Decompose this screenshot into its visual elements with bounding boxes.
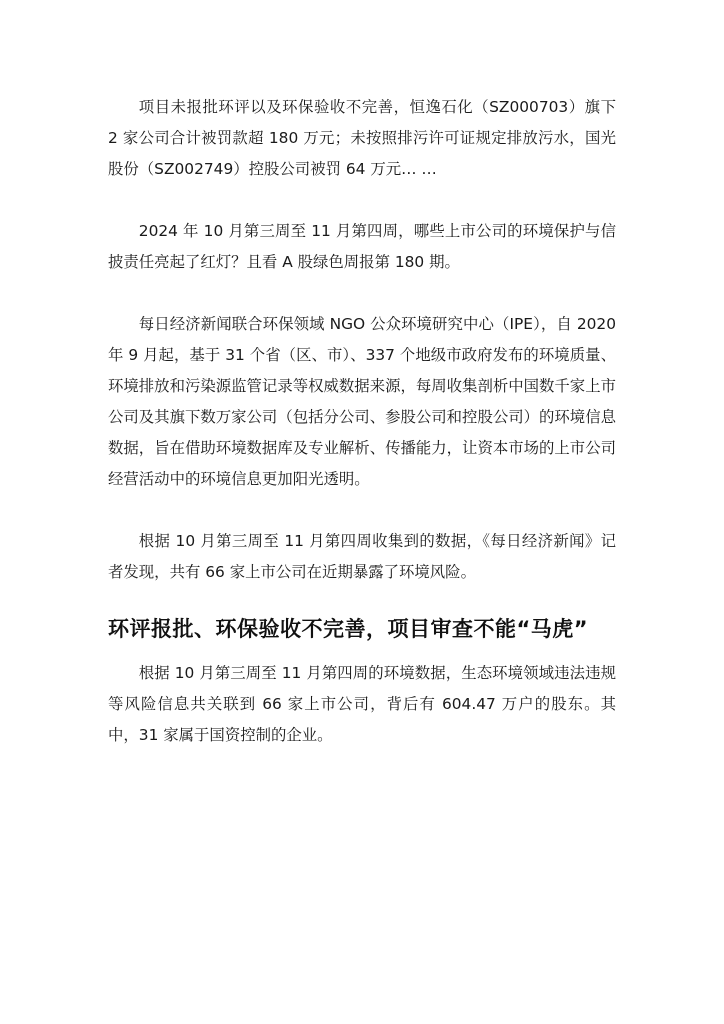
paragraph-intro: 2024 年 10 月第三周至 11 月第四周，哪些上市公司的环境保护与信披责任亮起了红灯？且看 A 股绿色周报第 180 期。 — [108, 222, 616, 271]
spacer — [108, 278, 616, 309]
paragraph-summary: 根据 10 月第三周至 11 月第四周的环境数据，生态环境领域违法违规等风险信息共关联到 66 家上市公司，背后有 604.47 万户的股东。其中，31 家属于国资控制的企业。 — [108, 664, 616, 744]
paragraph-findings: 根据 10 月第三周至 11 月第四周收集到的数据，《每日经济新闻》记者发现，共有 66 家上市公司在近期暴露了环境风险。 — [108, 532, 616, 581]
paragraph-background: 每日经济新闻联合环保领域 NGO 公众环境研究中心（IPE），自 2020 年 9 月起，基于 31 个省（区、市）、337 个地级市政府发布的环境质量、环境排放和污染源监管记录等权威数据来源，每周收集剖析中国数千家上市公司及其旗下数万家公司（包括分公司、参股公司和控股公司）的环境信息数据，旨在借助环境数据库及专业解析、传播能力，让资本市场的上市公司经营活动中的环境信息更加阳光透明。 — [108, 315, 616, 488]
spacer — [108, 646, 616, 658]
paragraph-penalties: 项目未报批环评以及环保验收不完善，恒逸石化（SZ000703）旗下 2 家公司合计被罚款超 180 万元；未按照排污许可证规定排放污水，国光股份（SZ002749）控股公司被罚 64 万元… … — [108, 98, 616, 178]
section-heading: 环评报批、环保验收不完善，项目审查不能“马虎” — [108, 617, 589, 641]
spacer — [108, 185, 616, 216]
spacer — [108, 588, 616, 612]
article-body — [108, 92, 616, 751]
spacer — [108, 495, 616, 526]
